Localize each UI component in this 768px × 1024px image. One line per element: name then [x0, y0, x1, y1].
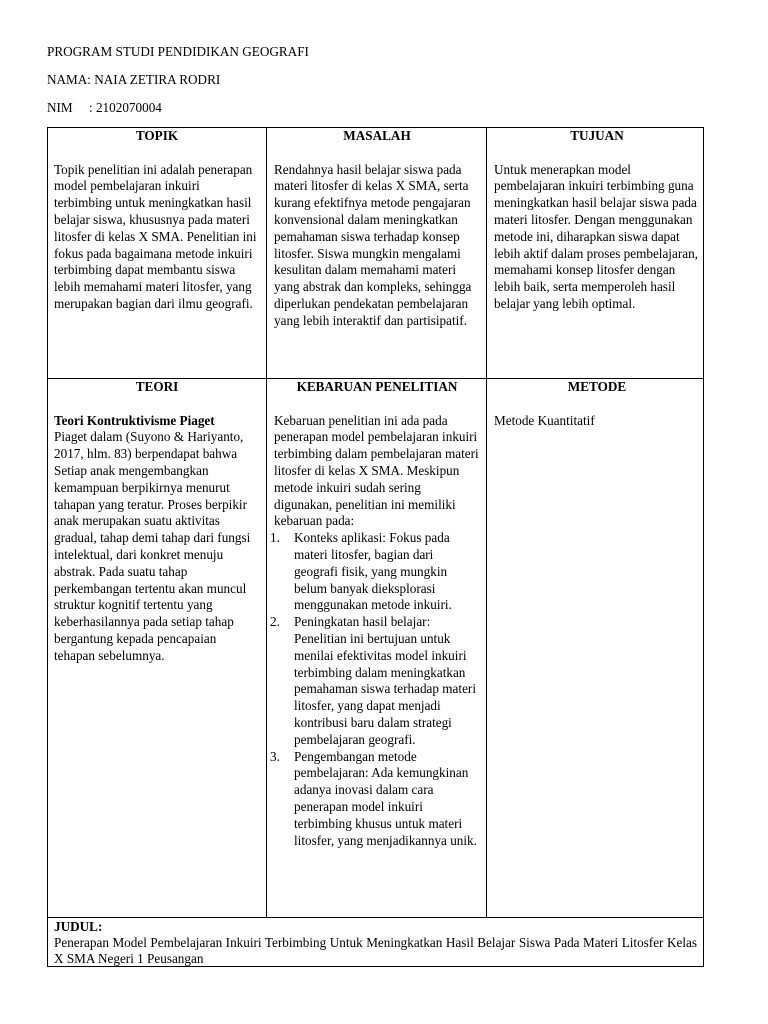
list-item-number: 2. [270, 614, 280, 630]
column-divider [266, 128, 267, 917]
cell-masalah [274, 128, 480, 330]
cell-teori [54, 379, 253, 665]
cell-topik [54, 128, 260, 313]
proposal-table [47, 127, 704, 967]
list-item-number: 1. [270, 530, 280, 546]
judul-label: JUDUL: [54, 919, 103, 934]
cell-metode [494, 379, 700, 429]
student-nim [47, 100, 162, 116]
list-item-number: 3. [270, 748, 280, 764]
nim-value: : 2102070004 [89, 100, 162, 115]
heading-masalah: MASALAH [343, 128, 411, 143]
row-divider [48, 917, 703, 918]
heading-tujuan: TUJUAN [570, 128, 624, 143]
masalah-text: Rendahnya hasil belajar siswa pada materi litosfer di kelas X SMA, serta kurang efektifnya metode pengajaran konvensional dalam meningkatkan pemahaman siswa terhadap konsep litosfer. Siswa mungkin mengalami kesulitan dalam memahami materi yang abstrak dan kompleks, sehingga diperlukan pendekatan pembelajaran yang lebih interaktif dan partisipatif. [274, 161, 472, 328]
kebaruan-intro: Kebaruan penelitian ini ada pada penerapan model pembelajaran inkuiri terbimbing dalam pembelajaran materi litosfer di kelas X SMA. Meskipun metode inkuiri sudah sering digunakan, penelitian ini memiliki kebaruan pada: [274, 412, 479, 529]
list-item-text: Konteks aplikasi: Fokus pada materi litosfer, bagian dari geografi fisik, yang mungkin belum banyak dieksplorasi menggunakan metode inkuiri. [294, 530, 452, 613]
tujuan-text: Untuk menerapkan model pembelajaran inkuiri terbimbing guna meningkatkan hasil belajar siswa pada materi litosfer. Dengan menggunakan metode ini, diharapkan siswa dapat lebih aktif dalam proses pembelajaran, memahami konsep litosfer dengan lebih baik, serta memperoleh hasil belajar yang lebih optimal. [494, 161, 698, 311]
teori-text: Piaget dalam (Suyono & Hariyanto, 2017, hlm. 83) berpendapat bahwa Setiap anak mengembangkan kemampuan berpikirnya menurut tahapan yang teratur. Proses berpikir anak merupakan suatu aktivitas gradual, tahap demi tahap dari fungsi intelektual, dari konkret menuju abstrak. Pada suatu tahap perkembangan tertentu akan muncul struktur kognitif tertentu yang keberhasilannya pada setiap tahap bergantung kepada pencapaian tehapan sebelumnya. [54, 429, 251, 663]
heading-metode: METODE [567, 379, 627, 394]
list-item-text: Pengembangan metode pembelajaran: Ada kemungkinan adanya inovasi dalam cara penerapan model inkuiri terbimbing khusus untuk materi litosfer, yang menjadikannya unik. [294, 748, 477, 848]
column-divider [486, 128, 487, 917]
cell-tujuan [494, 128, 700, 313]
cell-kebaruan [270, 379, 480, 849]
list-item [270, 530, 480, 614]
metode-text: Metode Kuantitatif [494, 412, 595, 428]
program-title: PROGRAM STUDI PENDIDIKAN GEOGRAFI [47, 44, 309, 59]
topik-text: Topik penelitian ini adalah penerapan model pembelajaran inkuiri terbimbing untuk meningkatkan hasil belajar siswa, khususnya pada materi litosfer di kelas X SMA. Penelitian ini fokus pada bagaimana metode inkuiri terbimbing dapat membantu siswa lebih memahami materi litosfer, yang merupakan bagian dari ilmu geografi. [54, 161, 257, 311]
heading-kebaruan: KEBARUAN PENELITIAN [296, 379, 458, 394]
list-item [270, 748, 480, 850]
nim-label: NIM [47, 100, 73, 115]
judul-text: Penerapan Model Pembelajaran Inkuiri Terbimbing Untuk Meningkatkan Hasil Belajar Siswa Pada Materi Litosfer Kelas X SMA Negeri 1 Peusangan [54, 935, 697, 966]
list-item-text: Peningkatan hasil belajar: Penelitian ini bertujuan untuk menilai efektivitas model inkuiri terbimbing dalam meningkatkan pemahaman siswa terhadap materi litosfer, yang dapat menjadi kontribusi baru dalam strategi pembelajaran geografi. [294, 614, 476, 747]
cell-judul [54, 919, 697, 967]
teori-subtitle: Teori Kontruktivisme Piaget [54, 412, 215, 428]
student-name: NAMA: NAIA ZETIRA RODRI [47, 72, 221, 87]
heading-teori: TEORI [135, 379, 179, 394]
list-item [270, 614, 480, 748]
heading-topik: TOPIK [135, 128, 179, 143]
kebaruan-list [270, 530, 480, 849]
